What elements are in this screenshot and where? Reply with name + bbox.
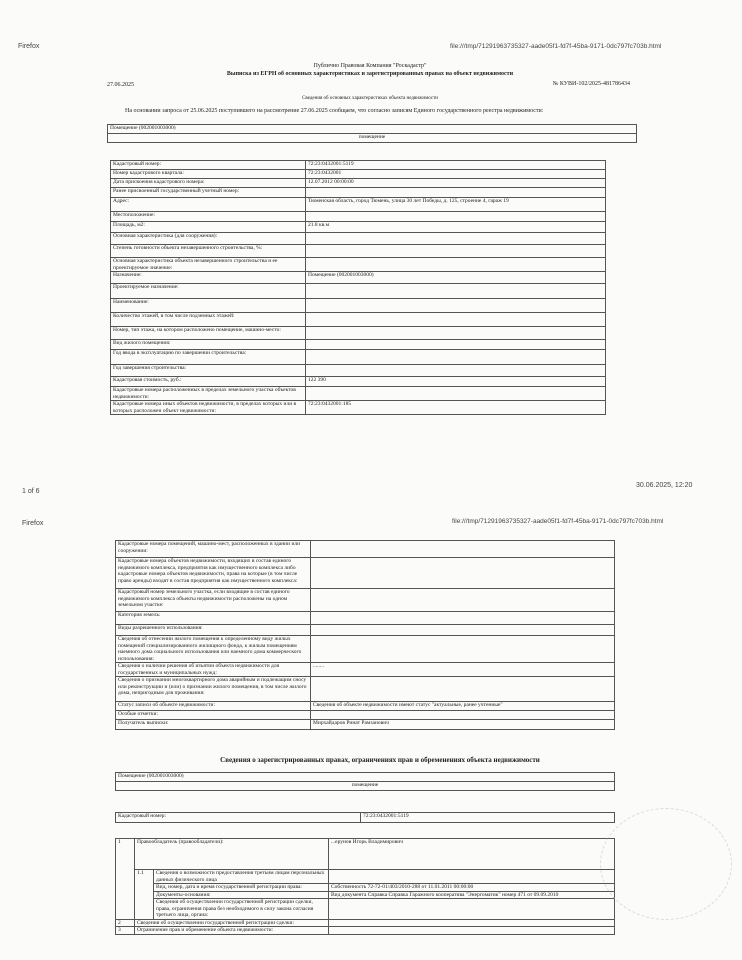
- row-value: [311, 677, 615, 702]
- row-label: Сведения об отнесении жилого помещения к определенному виду жилых помещений специализированного жилищного фонда, к жилым помещениям наемного дома социального использования или наемного дома коммерческого использования:: [116, 636, 311, 663]
- page-counter: 1 of 6: [22, 488, 40, 495]
- row-label: Местоположение:: [111, 212, 306, 222]
- table-row: [111, 313, 606, 327]
- print-datetime: 30.06.2025, 12:20: [636, 482, 693, 489]
- row-value: [306, 387, 606, 401]
- row-label: Кадастровые номера помещений, машино-мест, расположенных в здании или сооружении:: [116, 541, 311, 558]
- row-number-1-1: 1.1: [135, 870, 154, 920]
- row-value: [311, 612, 615, 625]
- row-value: [306, 313, 606, 327]
- table-row: [111, 233, 606, 245]
- consent-value: [329, 899, 615, 920]
- row-label: Категория земель:: [116, 612, 311, 625]
- row-label: Адрес:: [111, 198, 306, 212]
- third-party-value: [329, 870, 615, 884]
- table-row: [111, 245, 606, 258]
- row-label: Сведения о признании многоквартирного дома аварийным и подлежащим сносу или реконструкции и (или) о признании жилого помещения, в том числе жилого дома, непригодным для проживания:: [116, 677, 311, 702]
- rights-details-table: [115, 838, 615, 935]
- object-type-table: [107, 124, 637, 143]
- row-value: 72:23:0432001:185: [306, 401, 606, 415]
- row-label: Площадь, м2:: [111, 222, 306, 233]
- rights-cadastral-value: 72:23:0432001:5119: [361, 813, 615, 823]
- main-characteristics-table: [110, 160, 606, 415]
- table-row: [111, 327, 606, 340]
- row-value: [311, 541, 615, 558]
- row-value: [311, 636, 615, 663]
- row-value: [306, 299, 606, 313]
- table-row: [111, 170, 606, 179]
- row-value: [306, 340, 606, 350]
- row-value: 21.8 кв.м: [306, 222, 606, 233]
- row-value: [306, 365, 606, 377]
- table-row: [116, 558, 615, 589]
- rights-object-table: [115, 772, 615, 791]
- table-row: [116, 711, 615, 720]
- intro-text: На основании запроса от 25.06.2025 поступившего на рассмотрение 27.06.2025 сообщаем, что согласно записям Единого государственного реестра недвижимости:: [125, 108, 544, 114]
- documents-value: Вид документа Справка Справка Гаражного кооператива "Энергоматик" номер 471 от 09.09.2010: [329, 891, 615, 899]
- table-row: [111, 179, 606, 188]
- additional-characteristics-table: [115, 540, 615, 730]
- row-label: Вид жилого помещения:: [111, 340, 306, 350]
- table-row: [111, 272, 606, 284]
- row-number-2: 2: [116, 919, 135, 927]
- registration-value: Собственность 72-72-01/403/2010-288 от 11.01.2011 00:00:00: [329, 884, 615, 892]
- table-row: [116, 589, 615, 612]
- row-value: [306, 327, 606, 340]
- row-label: Статус записи об объекте недвижимости:: [116, 702, 311, 711]
- row-label: Особые отметки:: [116, 711, 311, 720]
- row-value: 72:23:0432001:5119: [306, 161, 606, 170]
- row-label: Проектируемое назначение:: [111, 284, 306, 299]
- holder-value: ...ерунов Игорь Владимирович: [329, 839, 615, 870]
- documents-label: Документы-основания:: [154, 891, 329, 899]
- rights-cadastral-label: Кадастровый номер:: [116, 813, 361, 823]
- row-label: Сведения о наличии решения об изъятии объекта недвижимости для государственных и муниципальных нужд:: [116, 663, 311, 677]
- row-value: [311, 589, 615, 612]
- row-label: Кадастровая стоимость, руб.:: [111, 377, 306, 387]
- row-label: Назначение:: [111, 272, 306, 284]
- browser-name-page2: Firefox: [22, 520, 44, 527]
- row-value: 12.07.2012 00:00:00: [306, 179, 606, 188]
- table-row: [116, 612, 615, 625]
- stamp-seal: [600, 808, 732, 920]
- table-row: [116, 663, 615, 677]
- row-value: Мирхайдаров Ринат Рамзанович: [311, 720, 615, 730]
- row-label: Степень готовности объекта незавершенного строительства, %:: [111, 245, 306, 258]
- row-label: Дата присвоения кадастрового номера:: [111, 179, 306, 188]
- row-label: Количество этажей, в том числе подземных этажей:: [111, 313, 306, 327]
- row-label: Наименование:: [111, 299, 306, 313]
- table-row: [111, 188, 606, 198]
- row-value: [311, 558, 615, 589]
- rights-object-type: Помещение (002001003000): [116, 773, 615, 782]
- row-number-3: 3: [116, 927, 135, 935]
- row-value: [306, 350, 606, 365]
- row-label: Основная характеристика (для сооружения):: [111, 233, 306, 245]
- row-value: ........: [311, 663, 615, 677]
- file-url[interactable]: file:///tmp/71291963735327-aade05f1-fd7f-45ba-9171-0dc797fc703b.html: [450, 43, 662, 50]
- row-value: 72:23:0432001: [306, 170, 606, 179]
- row-value: Тюменская область, город Тюмень, улица 30 лет Победы, д. 125, строение 4, гараж 19: [306, 198, 606, 212]
- table-row: [116, 636, 615, 663]
- section-title: Сведения об основных характеристиках объекта недвижимости: [302, 96, 438, 101]
- rights-object-label: помещение: [116, 782, 615, 791]
- third-party-label: Сведения о возможности предоставления третьим лицам персональных данных физического лица: [154, 870, 329, 884]
- file-url-page2[interactable]: file:///tmp/71291963735327-aade05f1-fd7f-45ba-9171-0dc797fc703b.html: [452, 518, 664, 525]
- table-row: [111, 340, 606, 350]
- row-label: Основная характеристика объекта незавершенного строительства и ее проектируемое значение:: [111, 258, 306, 272]
- row-label: Номер, тип этажа, на котором расположено помещение, машино-место:: [111, 327, 306, 340]
- table-row: [111, 365, 606, 377]
- row-label: Год ввода в эксплуатацию по завершении строительства:: [111, 350, 306, 365]
- table-row: [116, 625, 615, 636]
- table-row: [111, 212, 606, 222]
- row-number-1: 1: [116, 839, 135, 920]
- table-row: [111, 387, 606, 401]
- row-label: Кадастровые номера объектов недвижимости, входящих в состав единого недвижимого комплекса, предприятия как имущественного комплекса либо кадастровые номера объектов недвижимости, права на которые (в том числе право аренды) входят в состав предприятия как имущественного комплекса:: [116, 558, 311, 589]
- row-label: Ранее присвоенный государственный учетный номер:: [111, 188, 306, 198]
- row-label: Кадастровые номера расположенных в пределах земельного участка объектов недвижимости:: [111, 387, 306, 401]
- registration-label: Вид, номер, дата и время государственной регистрации права:: [154, 884, 329, 892]
- row-label: Номер кадастрового квартала:: [111, 170, 306, 179]
- table-row: [111, 377, 606, 387]
- row-label: Год завершения строительства:: [111, 365, 306, 377]
- table-row: [111, 161, 606, 170]
- rights-cadastral-table: [115, 812, 615, 823]
- row-value: Помещение (002001003000): [306, 272, 606, 284]
- row-value: [311, 625, 615, 636]
- row-value: [306, 284, 606, 299]
- document-title: Выписка из ЕГРН об основных характеристиках и зарегистрированных правах на объект недвижимости: [226, 71, 514, 77]
- row-value: 122 390: [306, 377, 606, 387]
- document-date: 27.06.2025: [107, 82, 134, 88]
- table-row: [116, 541, 615, 558]
- row-value: [306, 233, 606, 245]
- row-label: Кадастровый номер земельного участка, если входящие в состав единого недвижимого комплекса объекты недвижимости расположены на одном земельном участке:: [116, 589, 311, 612]
- object-label: помещение: [108, 134, 637, 143]
- row-value: [306, 188, 606, 198]
- table-row: [111, 198, 606, 212]
- table-row: [116, 702, 615, 711]
- document-number: № КУВИ-102/2025-481786434: [552, 81, 630, 87]
- consent-label: Сведения об осуществлении государственной регистрации сделки, права, ограничения права без необходимого в силу закона согласия третьего лица, органа:: [154, 899, 329, 920]
- table-row: [116, 677, 615, 702]
- row-label: Получатель выписки:: [116, 720, 311, 730]
- row-label: Кадастровый номер:: [111, 161, 306, 170]
- row-label: Кадастровые номера иных объектов недвижимости, в пределах которых или в которых расположен объект недвижимости:: [111, 401, 306, 415]
- holder-label: Правообладатель (правообладатели):: [135, 839, 329, 870]
- row-value: Сведения об объекте недвижимости имеют статус "актуальные, ранее учтенные": [311, 702, 615, 711]
- table-row: [111, 222, 606, 233]
- rights-section-title: Сведения о зарегистрированных правах, ограничениях прав и обременениях объекта недвижимости: [220, 756, 540, 764]
- table-row: [111, 258, 606, 272]
- row2-label: Сведения об осуществлении государственной регистрации сделки:: [135, 919, 329, 927]
- row-label: Виды разрешенного использования:: [116, 625, 311, 636]
- table-row: [111, 299, 606, 313]
- object-type: Помещение (002001003000): [108, 125, 637, 134]
- row-value: [306, 245, 606, 258]
- table-row: [111, 350, 606, 365]
- table-row: [116, 720, 615, 730]
- table-row: [111, 401, 606, 415]
- row3-label: Ограничение прав и обременение объекта недвижимости:: [135, 927, 329, 935]
- row-value: [306, 258, 606, 272]
- table-row: [111, 284, 606, 299]
- row-value: [306, 212, 606, 222]
- row-value: [311, 711, 615, 720]
- org-name: Публично Правовая Компания "Роскадастр": [313, 63, 427, 69]
- browser-name: Firefox: [18, 43, 40, 50]
